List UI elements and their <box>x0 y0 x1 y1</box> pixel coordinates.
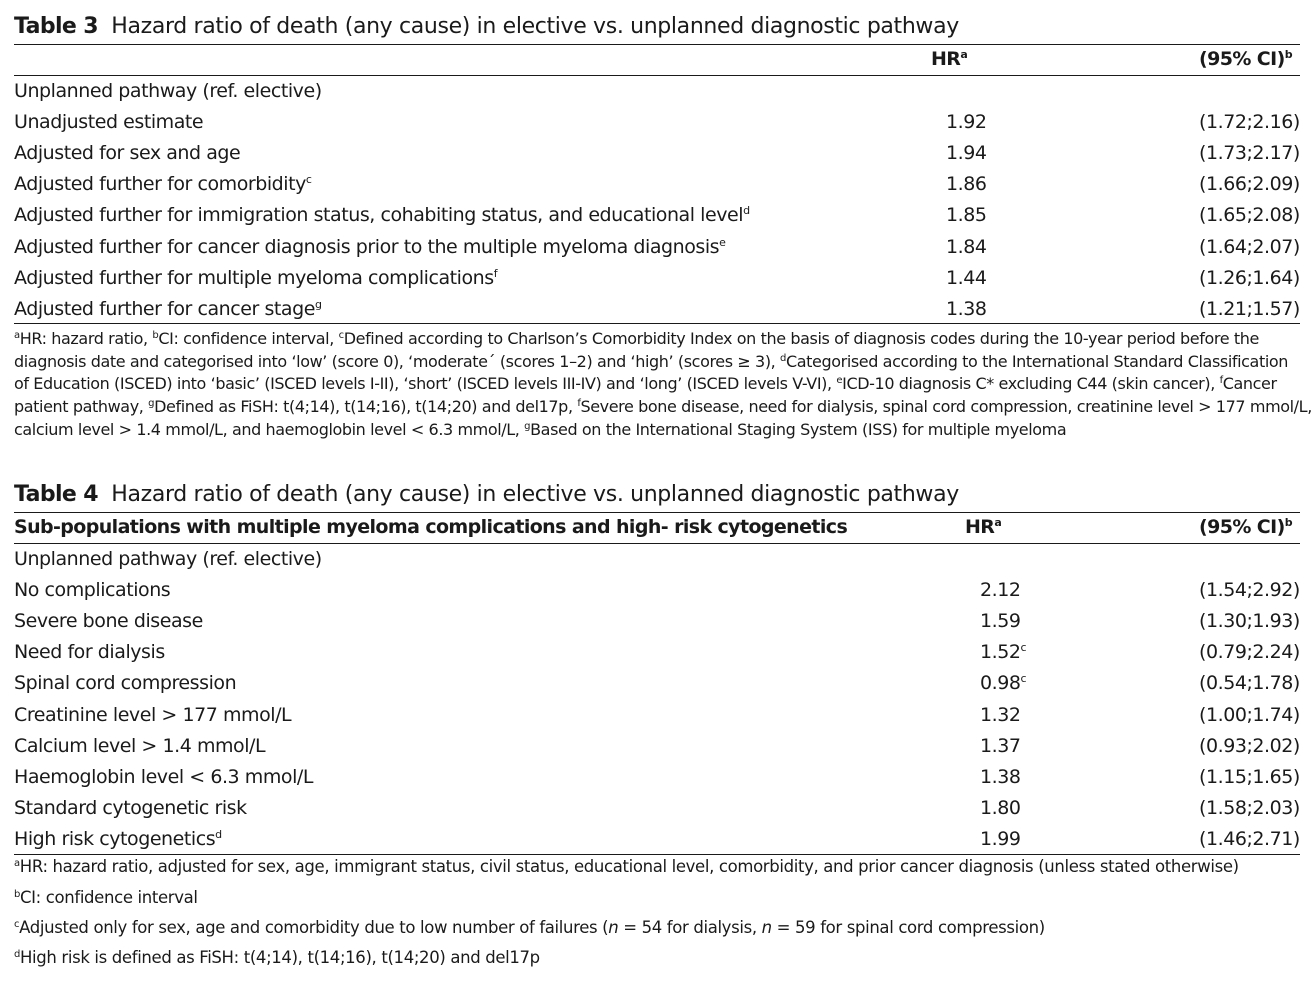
table3-caption <box>14 14 959 39</box>
footnote-italic: n <box>608 918 619 937</box>
row-label-cell <box>14 107 203 138</box>
row-hr-value: 1.92 <box>946 111 987 134</box>
table-row <box>14 793 1300 824</box>
row-hr <box>946 169 987 200</box>
footnote-text: Categorised according to the International Standard Classification <box>786 351 1288 371</box>
row-ci: (1.73;2.17) <box>1199 142 1300 165</box>
row-hr <box>980 700 1021 731</box>
footnote-line <box>14 857 1239 876</box>
row-ci: (0.54;1.78) <box>1199 672 1300 695</box>
footnote-mark: d <box>780 352 786 364</box>
table-row <box>14 200 1300 231</box>
row-ci: (1.00;1.74) <box>1199 703 1300 726</box>
table3-header-row <box>14 44 1300 75</box>
footnote-mark: f <box>1219 375 1223 387</box>
table3-footnotes <box>14 328 1312 442</box>
footnote-text: Cancer <box>1222 374 1277 394</box>
row-hr-footnote-mark: c <box>1020 672 1027 686</box>
footnote-line <box>14 351 1304 374</box>
row-ci: (1.64;2.07) <box>1199 235 1300 258</box>
row-ci: (1.72;2.16) <box>1199 111 1300 134</box>
row-label: Adjusted further for cancer diagnosis prior to the multiple myeloma diagnosis <box>14 235 720 258</box>
row-ci: (1.66;2.09) <box>1199 173 1300 196</box>
footnote-line <box>14 888 198 907</box>
row-hr <box>946 107 987 138</box>
table-row <box>14 762 1300 793</box>
table4-title: Hazard ratio of death (any cause) in elective vs. unplanned diagnostic pathway <box>111 482 959 507</box>
row-hr-value: 1.37 <box>980 734 1021 757</box>
row-label-cell <box>14 824 222 855</box>
table4-caption <box>14 482 959 507</box>
table4-header-hr: $HR^a$ <box>965 516 1002 538</box>
row-hr-value: 1.38 <box>946 297 987 320</box>
table-row <box>14 232 1300 263</box>
footnote-text: Severe bone disease, need for dialysis, spinal cord compression, creatinine level > 177 mmol/L, <box>580 397 1312 417</box>
footnote-line <box>14 396 1312 419</box>
table-row <box>14 544 1300 575</box>
row-label-cell <box>14 294 321 325</box>
row-label-cell <box>14 731 265 762</box>
row-label: Adjusted further for multiple myeloma complications <box>14 266 494 289</box>
row-label: Unplanned pathway (ref. elective) <box>14 548 322 570</box>
footnote-mark: b <box>14 889 20 900</box>
row-label-cell <box>14 793 247 824</box>
row-label-footnote-mark: d <box>215 827 222 841</box>
row-label-footnote-mark: d <box>743 204 750 218</box>
footnote-text: of Education (ISCED) into ‘basic’ (ISCED levels I-II), ‘short’ (ISCED levels III-IV) and ‘long’ (ISCED levels V-VI), <box>14 374 837 394</box>
row-ci: (1.26;1.64) <box>1199 266 1300 289</box>
footnote-mark: e <box>836 375 843 387</box>
table-row <box>14 606 1300 637</box>
row-label-cell <box>14 668 236 699</box>
row-label-footnote-mark: f <box>493 266 498 280</box>
table3-title: Hazard ratio of death (any cause) in elective vs. unplanned diagnostic pathway <box>111 14 959 39</box>
footnote-italic: n <box>761 918 772 937</box>
footnote-text: HR: hazard ratio, adjusted for sex, age, immigrant status, civil status, educational level, comorbidity, and prior cancer diagnosis (unless stated otherwise) <box>19 857 1239 876</box>
row-ci: (0.93;2.02) <box>1199 734 1300 757</box>
row-ci: (1.15;1.65) <box>1199 765 1300 788</box>
row-label: Calcium level > 1.4 mmol/L <box>14 734 266 757</box>
footnote-text: CI: confidence interval, <box>158 329 339 348</box>
row-label: Unplanned pathway (ref. elective) <box>14 80 322 102</box>
row-label-cell <box>14 263 497 294</box>
row-label: Adjusted for sex and age <box>14 142 241 165</box>
footnote-text: High risk is defined as FiSH: t(4;14), t(14;16), t(14;20) and del17p <box>20 948 540 967</box>
row-hr <box>946 138 987 169</box>
row-label: Need for dialysis <box>14 641 165 664</box>
footnote-line <box>14 373 1304 396</box>
row-label-cell <box>14 200 750 231</box>
row-ci: (1.30;1.93) <box>1199 610 1300 633</box>
footnote-text: CI: confidence interval <box>20 888 198 907</box>
table-row <box>14 294 1300 325</box>
table4-label: Table 4 <box>14 482 98 507</box>
footnote-text: calcium level > 1.4 mmol/L, and haemoglobin level < 6.3 mmol/L, <box>14 419 525 439</box>
row-label-cell <box>14 700 291 731</box>
table-row <box>14 169 1300 200</box>
table3-header-ci: (95% CI)$^b$ <box>1199 48 1292 70</box>
row-hr-value: 0.98 <box>980 672 1021 695</box>
footnote-line <box>14 948 540 967</box>
row-hr-value: 1.85 <box>946 204 987 227</box>
row-hr-value: 1.44 <box>946 266 987 289</box>
row-hr <box>980 793 1021 824</box>
footnote-text: Defined according to Charlson’s Comorbidity Index on the basis of diagnosis codes during the 10-year period before the <box>343 329 1259 348</box>
table-row <box>14 107 1300 138</box>
row-label-footnote-mark: e <box>719 235 726 249</box>
row-ci: (1.46;2.71) <box>1199 827 1300 850</box>
row-label-cell <box>14 169 312 200</box>
footnote-text: Based on the International Staging System (ISS) for multiple myeloma <box>530 419 1067 439</box>
row-hr <box>980 824 1021 855</box>
row-label-cell <box>14 76 322 107</box>
row-hr <box>946 232 987 263</box>
row-label-cell <box>14 606 203 637</box>
table-row <box>14 76 1300 107</box>
footnote-mark: c <box>338 330 344 341</box>
table-row <box>14 575 1300 606</box>
row-label: Adjusted further for comorbidity <box>14 173 306 196</box>
row-ci: (1.65;2.08) <box>1199 204 1300 227</box>
table-row <box>14 637 1300 668</box>
footnote-text: Adjusted only for sex, age and comorbidity due to low number of failures ( <box>19 918 609 937</box>
footnote-mark: a <box>14 330 20 341</box>
table-row <box>14 700 1300 731</box>
footnote-mark: g <box>524 420 531 432</box>
footnote-mark: d <box>14 949 20 960</box>
row-hr-value: 1.38 <box>980 765 1021 788</box>
table3-header-hr: $HR^a$ <box>931 48 968 70</box>
table4-header-col0: Sub-populations with multiple myeloma complications and high- risk cytogenetics <box>14 516 848 538</box>
row-hr <box>980 575 1021 606</box>
row-ci: (0.79;2.24) <box>1199 641 1300 664</box>
footnote-text: patient pathway, <box>14 397 149 417</box>
row-hr-value: 1.32 <box>980 703 1021 726</box>
table-row <box>14 731 1300 762</box>
footnote-text: = 59 for spinal cord compression) <box>771 918 1045 937</box>
row-hr-footnote-mark: c <box>1020 641 1027 655</box>
footnote-text: = 54 for dialysis, <box>618 918 762 937</box>
row-label: Standard cytogenetic risk <box>14 796 247 819</box>
row-hr-value: 1.94 <box>946 142 987 165</box>
row-label-cell <box>14 762 313 793</box>
footnote-line <box>14 918 1045 937</box>
row-label-cell <box>14 232 725 263</box>
row-hr <box>946 294 987 325</box>
row-label-footnote-mark: g <box>314 297 322 311</box>
row-label-footnote-mark: c <box>305 173 312 187</box>
footnote-text: diagnosis date and categorised into ‘low’ (score 0), ‘moderate´ (scores 1–2) and ‘high’ (scores ≥ 3), <box>14 351 781 371</box>
row-hr-value: 1.52 <box>980 641 1021 664</box>
table-row <box>14 263 1300 294</box>
footnote-line <box>14 328 1304 351</box>
row-hr <box>980 762 1021 793</box>
table-row <box>14 824 1300 855</box>
row-hr <box>980 606 1021 637</box>
row-hr-value: 1.80 <box>980 796 1021 819</box>
row-label-cell <box>14 544 322 575</box>
row-hr-value: 1.84 <box>946 235 987 258</box>
row-hr-value: 1.99 <box>980 827 1021 850</box>
row-label: Severe bone disease <box>14 610 203 633</box>
footnote-text: HR: hazard ratio, <box>19 329 153 348</box>
row-label: High risk cytogenetics <box>14 827 216 850</box>
row-label-cell <box>14 138 240 169</box>
row-hr <box>946 263 987 294</box>
row-hr <box>980 668 1026 699</box>
row-hr <box>946 200 987 231</box>
footnote-text: Defined as FiSH: t(4;14), t(14;16), t(14;20) and del17p, <box>154 397 578 417</box>
row-hr <box>980 731 1021 762</box>
footnote-mark: g <box>148 398 155 410</box>
footnote-mark: c <box>14 919 20 930</box>
row-label: Unadjusted estimate <box>14 111 204 134</box>
row-label: Haemoglobin level < 6.3 mmol/L <box>14 765 313 788</box>
row-ci: (1.21;1.57) <box>1199 297 1300 320</box>
row-hr-value: 1.59 <box>980 610 1021 633</box>
row-ci: (1.58;2.03) <box>1199 796 1300 819</box>
row-hr-value: 1.86 <box>946 173 987 196</box>
row-label: Creatinine level > 177 mmol/L <box>14 703 292 726</box>
row-hr <box>980 637 1026 668</box>
row-label: Adjusted further for cancer stage <box>14 297 315 320</box>
row-label-cell <box>14 575 170 606</box>
table4-header-ci: (95% CI)$^b$ <box>1199 516 1292 538</box>
row-label: Adjusted further for immigration status, cohabiting status, and educational level <box>14 204 744 227</box>
table3-bottom-rule <box>14 323 1300 324</box>
footnote-text: ICD-10 diagnosis C* excluding C44 (skin cancer), <box>842 374 1220 394</box>
table-row <box>14 668 1300 699</box>
table-row <box>14 138 1300 169</box>
table4-header-row <box>14 512 1300 543</box>
row-label-cell <box>14 637 165 668</box>
footnote-line <box>14 419 1304 442</box>
row-label: Spinal cord compression <box>14 672 237 695</box>
row-ci: (1.54;2.92) <box>1199 579 1300 602</box>
row-label: No complications <box>14 579 171 602</box>
footnote-mark: b <box>152 330 159 341</box>
table3-label: Table 3 <box>14 14 98 39</box>
footnote-mark: f <box>577 398 581 410</box>
table4-bottom-rule <box>14 854 1300 855</box>
row-hr-value: 2.12 <box>980 579 1021 602</box>
footnote-mark: a <box>14 858 20 869</box>
